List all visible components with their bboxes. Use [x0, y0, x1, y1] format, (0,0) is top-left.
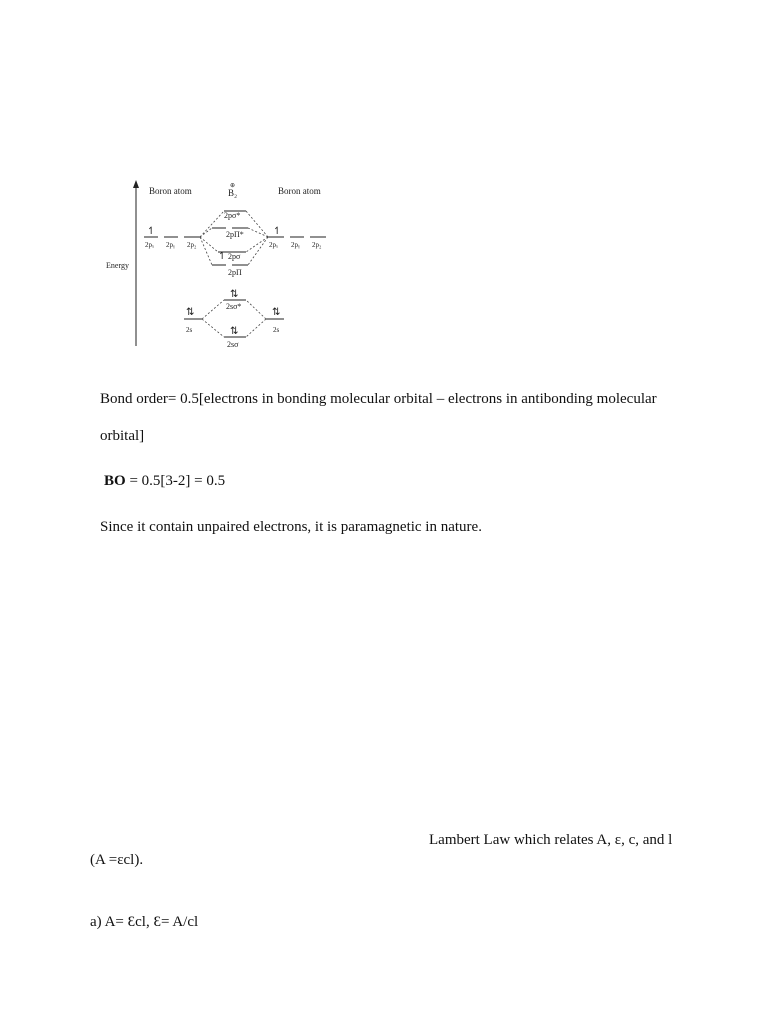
right-2s-label: 2s [273, 326, 280, 334]
bond-order-definition-line2: orbital] [100, 428, 145, 444]
right-2px-label: 2pₓ [269, 241, 279, 249]
mo-2p-pi-label: 2pΠ [228, 268, 242, 277]
mo-2s-sigma-electrons: ⇅ [230, 326, 239, 337]
left-2pz-label: 2p₂ [187, 241, 197, 249]
left-2s-label: 2s [186, 326, 193, 334]
left-2py-label: 2pᵧ [166, 241, 175, 249]
left-atom-label: Boron atom [149, 186, 192, 196]
left-2s-paired-electrons: ⇅ [186, 307, 195, 318]
mo-diagram [100, 176, 350, 356]
bond-order-result [104, 472, 225, 490]
mo-2s-sigma-star-electrons: ⇅ [230, 289, 239, 300]
bond-order-value: = 0.5[3-2] = 0.5 [125, 473, 226, 489]
right-2py-label: 2pᵧ [291, 241, 300, 249]
mo-2s-sigma-star-label: 2sσ* [226, 302, 242, 311]
right-2s-paired-electrons: ⇅ [272, 307, 281, 318]
left-2px-label: 2pₓ [145, 241, 155, 249]
part-a-answer: a) A= Ɛcl, Ɛ= A/cl [90, 914, 199, 930]
right-2p-up-electron: ↿ [273, 226, 282, 237]
lambert-law-equation: (A =εcl). [90, 852, 144, 868]
bond-order-definition-line1: Bond order= 0.5[electrons in bonding molecular orbital – electrons in antibonding molecular [100, 391, 657, 407]
bond-order-abbrev: BO [104, 473, 126, 489]
molecule-charge-mark: ⊕ [230, 183, 236, 189]
left-2p-up-electron: ↿ [147, 226, 156, 237]
lambert-law-statement: Lambert Law which relates A, ε, c, and l [429, 832, 673, 848]
mo-2p-sigma-up-electron: ↿ [218, 251, 227, 262]
paramagnetic-statement: Since it contain unpaired electrons, it is paramagnetic in nature. [100, 519, 482, 535]
mo-2p-sigma-star-label: 2pσ* [224, 211, 241, 220]
right-2pz-label: 2p₂ [312, 241, 322, 249]
energy-label: Energy [106, 261, 129, 270]
mo-2p-sigma-label: 2pσ [228, 252, 241, 261]
molecule-label: B₂ [228, 188, 238, 198]
energy-axis-arrowhead [133, 180, 139, 188]
mo-2s-sigma-label: 2sσ [227, 340, 239, 349]
right-atom-label: Boron atom [278, 186, 321, 196]
mo-2p-pi-star-label: 2pΠ* [226, 230, 244, 239]
